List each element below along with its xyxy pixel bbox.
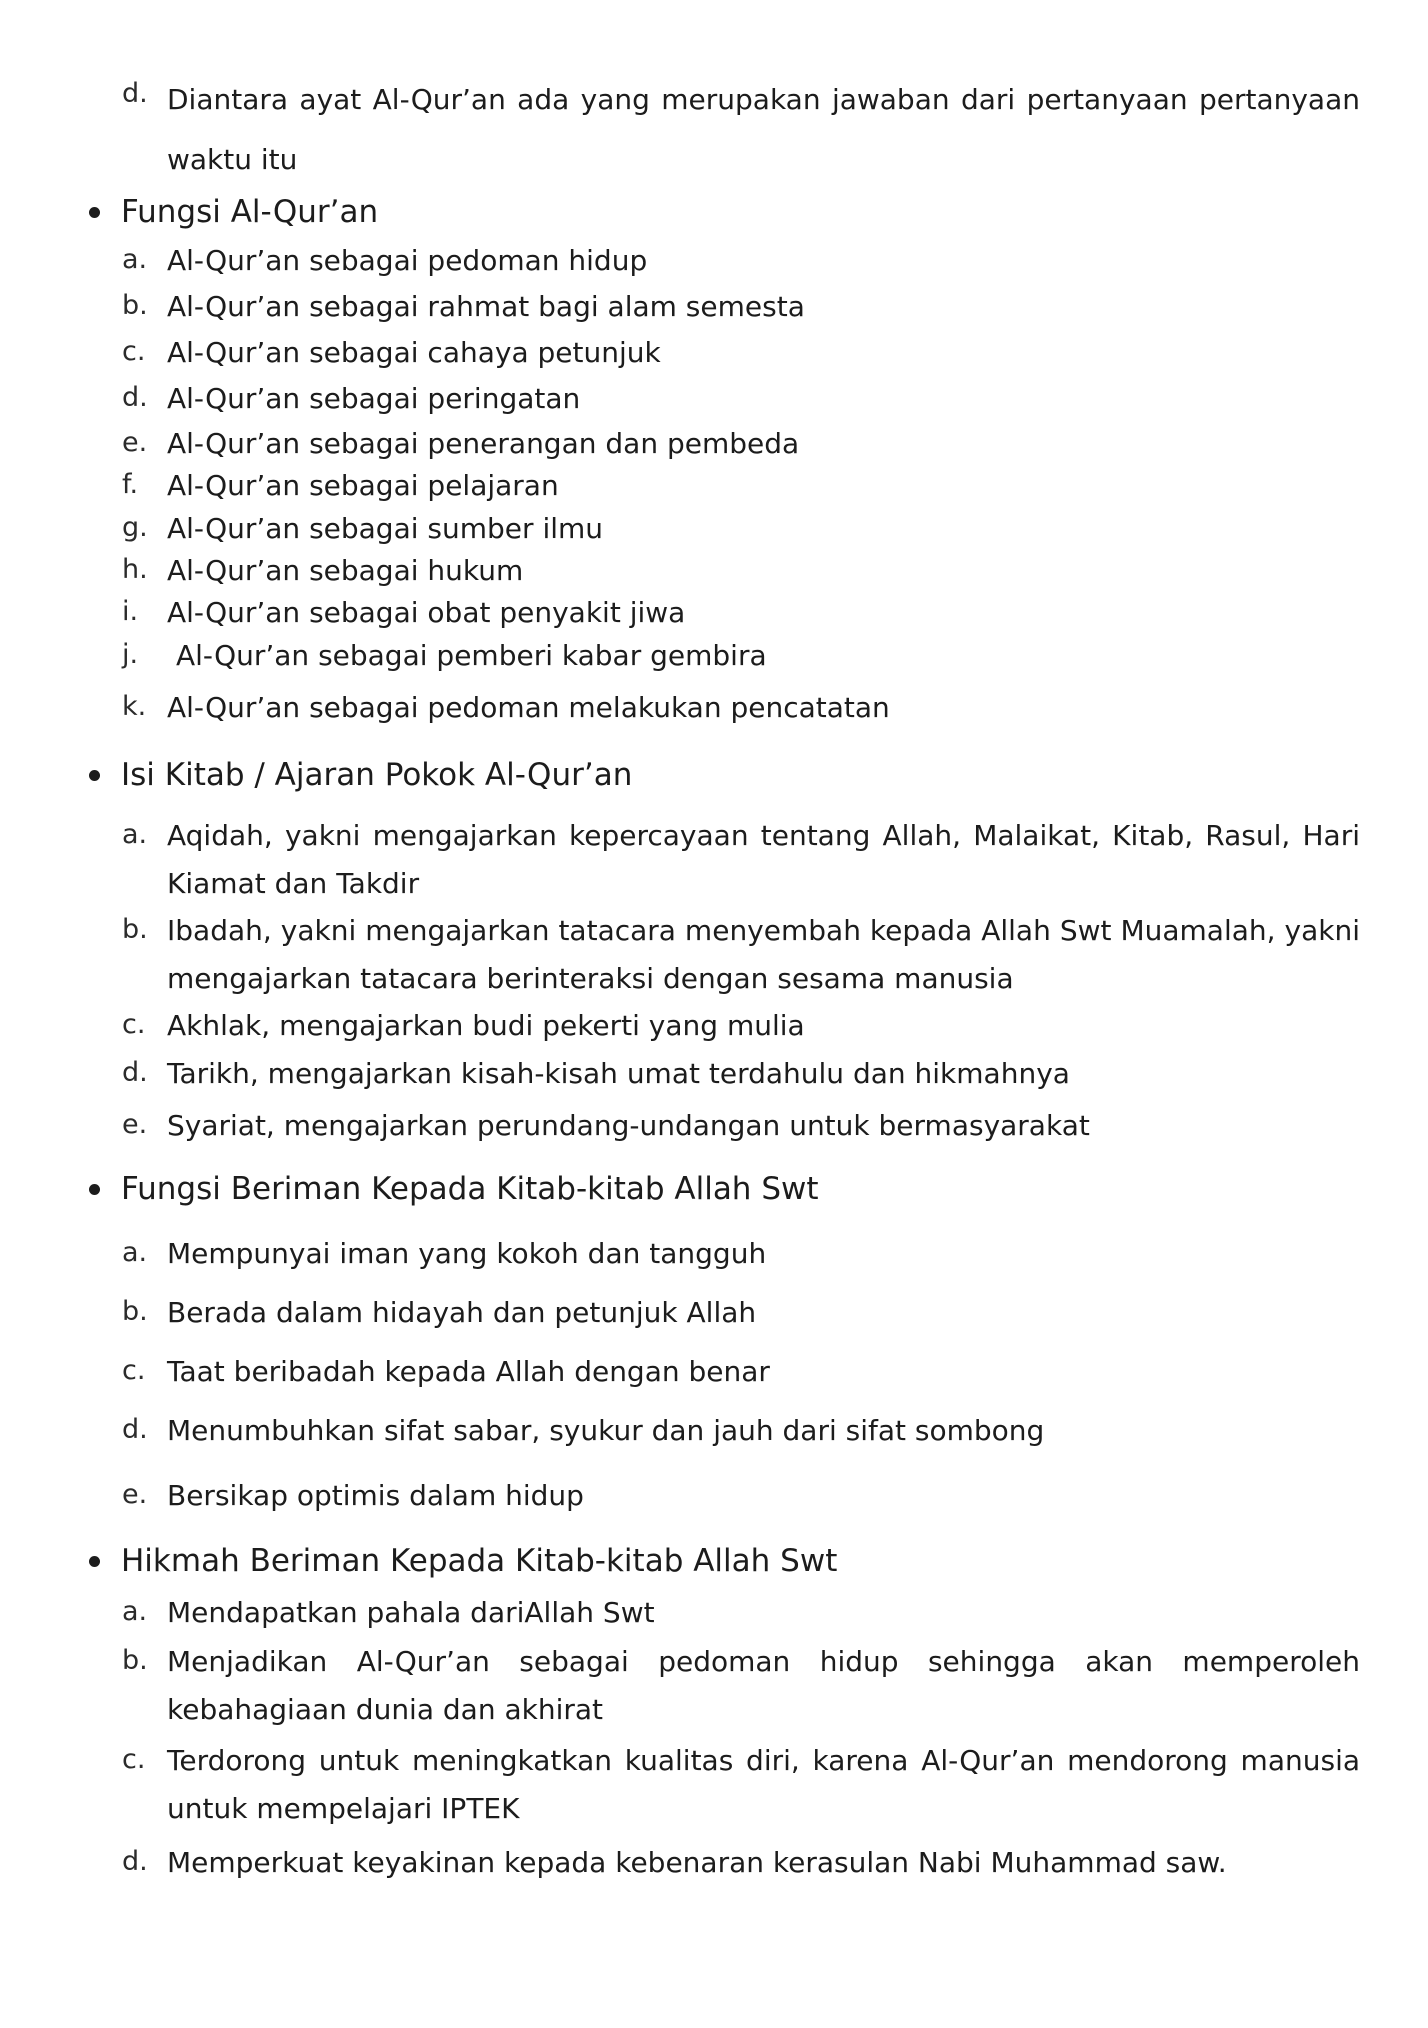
bullet-icon	[89, 207, 100, 218]
list-marker: e.	[122, 427, 148, 458]
list-item-text: Al-Qur’an sebagai pedoman hidup	[167, 244, 648, 277]
list-item-text: Al-Qur’an sebagai cahaya petunjuk	[167, 336, 661, 369]
list-item-text: Menjadikan Al-Qur’an sebagai pedoman hidup sehingga akan memperoleh kebahagiaan dunia dan akhirat	[167, 1645, 1360, 1726]
list-item-text: Berada dalam hidayah dan petunjuk Allah	[167, 1296, 757, 1329]
list-item-text: Al-Qur’an sebagai rahmat bagi alam semesta	[167, 290, 805, 323]
list-marker: e.	[122, 1479, 148, 1510]
list-marker: b.	[122, 290, 148, 321]
list-marker: a.	[122, 819, 148, 850]
list-item-text: Al-Qur’an sebagai pemberi kabar gembira	[176, 639, 767, 672]
list-marker: d.	[122, 382, 148, 413]
list-item-text: Memperkuat keyakinan kepada kebenaran kerasulan Nabi Muhammad saw.	[167, 1846, 1227, 1879]
list-item-text: Tarikh, mengajarkan kisah-kisah umat terdahulu dan hikmahnya	[167, 1057, 1070, 1090]
list-item-text: Syariat, mengajarkan perundang-undangan untuk bermasyarakat	[167, 1109, 1090, 1142]
list-item-text: Ibadah, yakni mengajarkan tatacara menyembah kepada Allah Swt Muamalah, yakni mengajarkan tatacara berinteraksi dengan sesama manusia	[167, 914, 1360, 995]
list-marker: d.	[122, 1414, 148, 1445]
list-item-text: Al-Qur’an sebagai penerangan dan pembeda	[167, 427, 800, 460]
list-marker: g.	[122, 512, 148, 543]
list-marker: d.	[122, 1057, 148, 1088]
list-item-text: Diantara ayat Al-Qur’an ada yang merupakan jawaban dari pertanyaan pertanyaan waktu itu	[167, 83, 1360, 176]
list-marker: b.	[122, 1645, 148, 1676]
list-item-text: Al-Qur’an sebagai sumber ilmu	[167, 512, 604, 545]
list-marker: j.	[122, 639, 139, 670]
section-title: Isi Kitab / Ajaran Pokok Al-Qur’an	[121, 757, 633, 793]
list-item-text: Mendapatkan pahala dariAllah Swt	[167, 1596, 655, 1629]
list-item-text: Terdorong untuk meningkatkan kualitas diri, karena Al-Qur’an mendorong manusia untuk mempelajari IPTEK	[167, 1744, 1360, 1825]
list-item-text: Al-Qur’an sebagai pelajaran	[167, 469, 559, 502]
list-item-text: Al-Qur’an sebagai obat penyakit jiwa	[167, 596, 686, 629]
bullet-icon	[89, 1184, 100, 1195]
bullet-icon	[89, 1556, 100, 1567]
list-marker: d.	[122, 1846, 148, 1877]
list-item-text: Al-Qur’an sebagai hukum	[167, 554, 524, 587]
list-item-text: Al-Qur’an sebagai peringatan	[167, 382, 581, 415]
section-title: Hikmah Beriman Kepada Kitab-kitab Allah Swt	[121, 1543, 838, 1579]
list-marker: b.	[122, 914, 148, 945]
list-marker: c.	[122, 1744, 146, 1775]
list-marker: i.	[122, 596, 139, 627]
list-item-text: Bersikap optimis dalam hidup	[167, 1479, 584, 1512]
list-marker: k.	[122, 691, 147, 722]
list-marker: c.	[122, 1355, 146, 1386]
list-marker: e.	[122, 1109, 148, 1140]
list-item-text: Mempunyai iman yang kokoh dan tangguh	[167, 1237, 767, 1270]
bullet-icon	[89, 770, 100, 781]
list-marker: c.	[122, 1009, 146, 1040]
list-item-text: Menumbuhkan sifat sabar, syukur dan jauh dari sifat sombong	[167, 1414, 1045, 1447]
list-marker: d.	[122, 78, 148, 109]
list-marker: a.	[122, 1237, 148, 1268]
list-marker: b.	[122, 1296, 148, 1327]
section-title: Fungsi Al-Qur’an	[121, 194, 379, 230]
list-item-text: Akhlak, mengajarkan budi pekerti yang mulia	[167, 1009, 805, 1042]
section-title: Fungsi Beriman Kepada Kitab-kitab Allah Swt	[121, 1171, 819, 1207]
list-marker: a.	[122, 1596, 148, 1627]
list-item-text: Aqidah, yakni mengajarkan kepercayaan tentang Allah, Malaikat, Kitab, Rasul, Hari Kiamat dan Takdir	[167, 819, 1360, 900]
list-marker: h.	[122, 554, 148, 585]
list-item-text: Taat beribadah kepada Allah dengan benar	[167, 1355, 770, 1388]
list-marker: a.	[122, 244, 148, 275]
list-marker: f.	[122, 469, 139, 500]
list-item-text: Al-Qur’an sebagai pedoman melakukan pencatatan	[167, 691, 890, 724]
list-marker: c.	[122, 336, 146, 367]
